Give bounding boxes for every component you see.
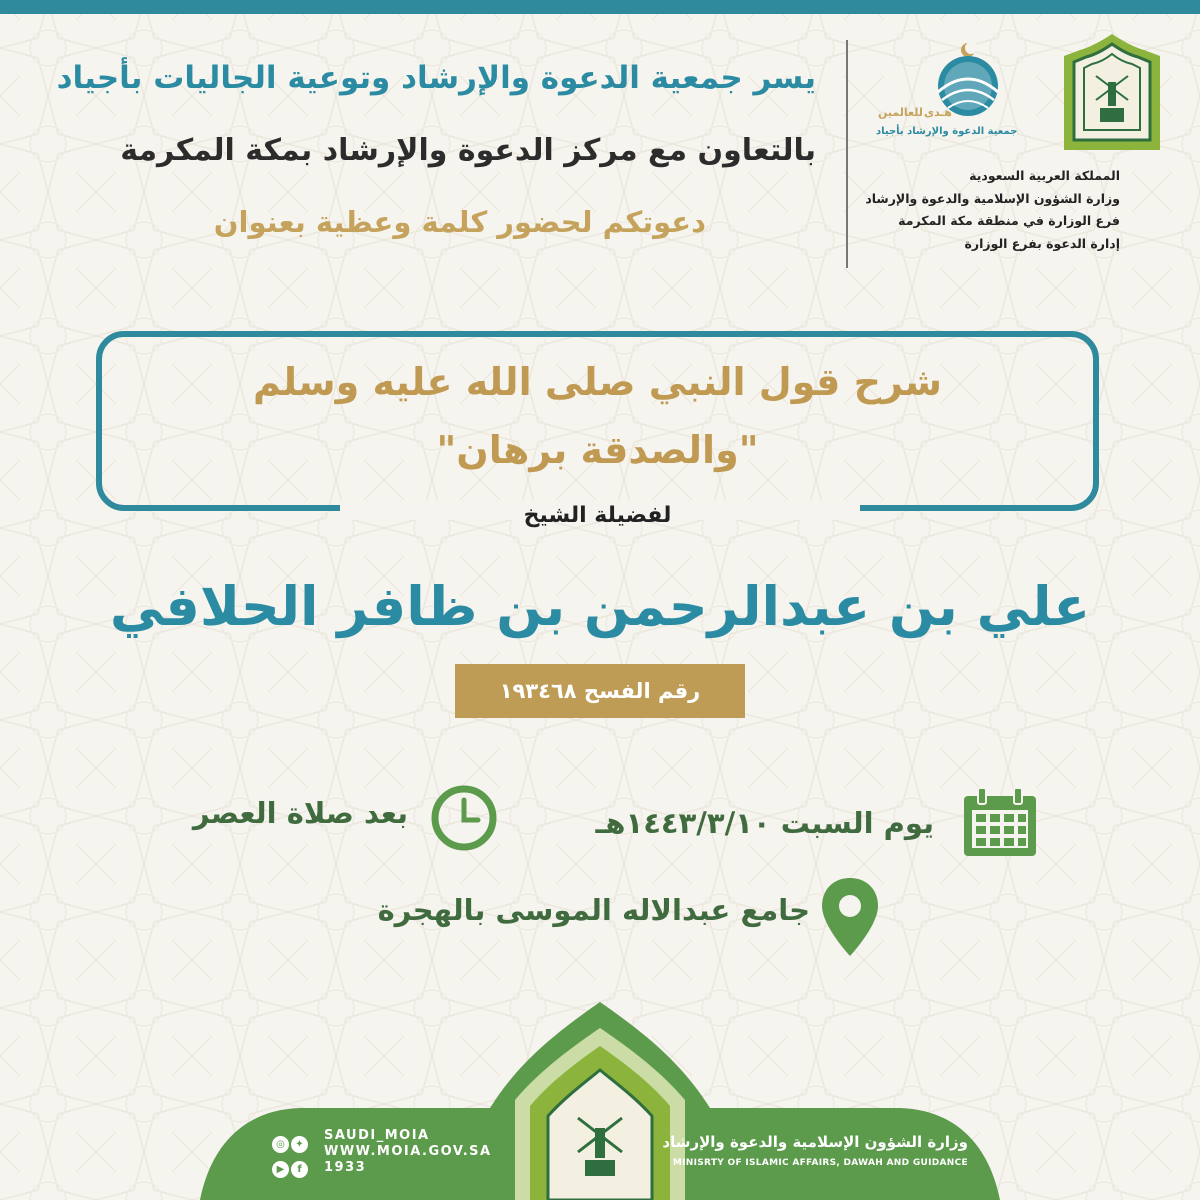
social-icons [272,1132,316,1182]
calendar-icon [960,786,1040,858]
event-date: يوم السبت ١٤٤٣/٣/١٠هـ [595,806,934,840]
association-brand: هـدى [924,106,952,119]
association-tagline: للعالمين [878,106,923,119]
lecture-title-line1: شرح قول النبي صلى الله عليه وسلم [252,360,943,404]
twitter-icon[interactable]: ✦ [291,1136,308,1153]
facebook-icon[interactable]: f [291,1161,308,1178]
title-frame [96,331,1099,511]
permit-number: رقم الفسح ١٩٣٤٦٨ [499,679,701,703]
permit-badge [455,664,745,718]
ministry-info-line: المملكة العربية السعودية [969,168,1120,183]
ministry-info-line: فرع الوزارة في منطقة مكة المكرمة [898,213,1120,228]
event-time: بعد صلاة العصر [192,796,408,830]
clock-icon [430,784,498,852]
header-invitation-line: دعوتكم لحضور كلمة وعظية بعنوان [213,205,706,239]
ministry-info-line: وزارة الشؤون الإسلامية والدعوة والإرشاد [865,190,1120,206]
header-divider [846,40,848,268]
website-link[interactable]: WWW.MOIA.GOV.SA [324,1144,492,1159]
event-location: جامع عبدالاله الموسى بالهجرة [377,893,810,927]
instagram-icon[interactable]: ◎ [272,1136,289,1153]
sheikh-label: لفضيلة الشيخ [523,503,672,528]
association-logo [872,36,1018,148]
location-pin-icon [818,876,882,958]
ministry-info [850,165,1120,255]
header-cooperation-line: بالتعاون مع مركز الدعوة والإرشاد بمكة المكرمة [120,133,816,168]
top-accent-bar [0,0,1200,14]
footer-banner [0,1000,1200,1200]
header-organizer-line: يسر جمعية الدعوة والإرشاد وتوعية الجاليات بأجياد [56,60,816,96]
footer-ministry-arabic: وزارة الشؤون الإسلامية والدعوة والإرشاد [662,1133,968,1151]
lecture-title-line2: "والصدقة برهان" [436,428,759,472]
footer-links [324,1128,492,1176]
phone-number: 1933 [324,1160,367,1175]
social-handle[interactable]: SAUDI_MOIA [324,1128,430,1143]
ministry-info-line: إدارة الدعوة بفرع الوزارة [964,235,1120,251]
footer-ministry-english: MINISRTY OF ISLAMIC AFFAIRS, DAWAH AND GUIDANCE [672,1158,968,1168]
sheikh-name: علي بن عبدالرحمن بن ظافر الحلافي [109,575,1091,638]
youtube-icon[interactable]: ▶ [272,1161,289,1178]
association-name: جمعية الدعوة والإرشاد بأجياد [876,126,1018,137]
ministry-emblem-icon [1060,32,1164,150]
